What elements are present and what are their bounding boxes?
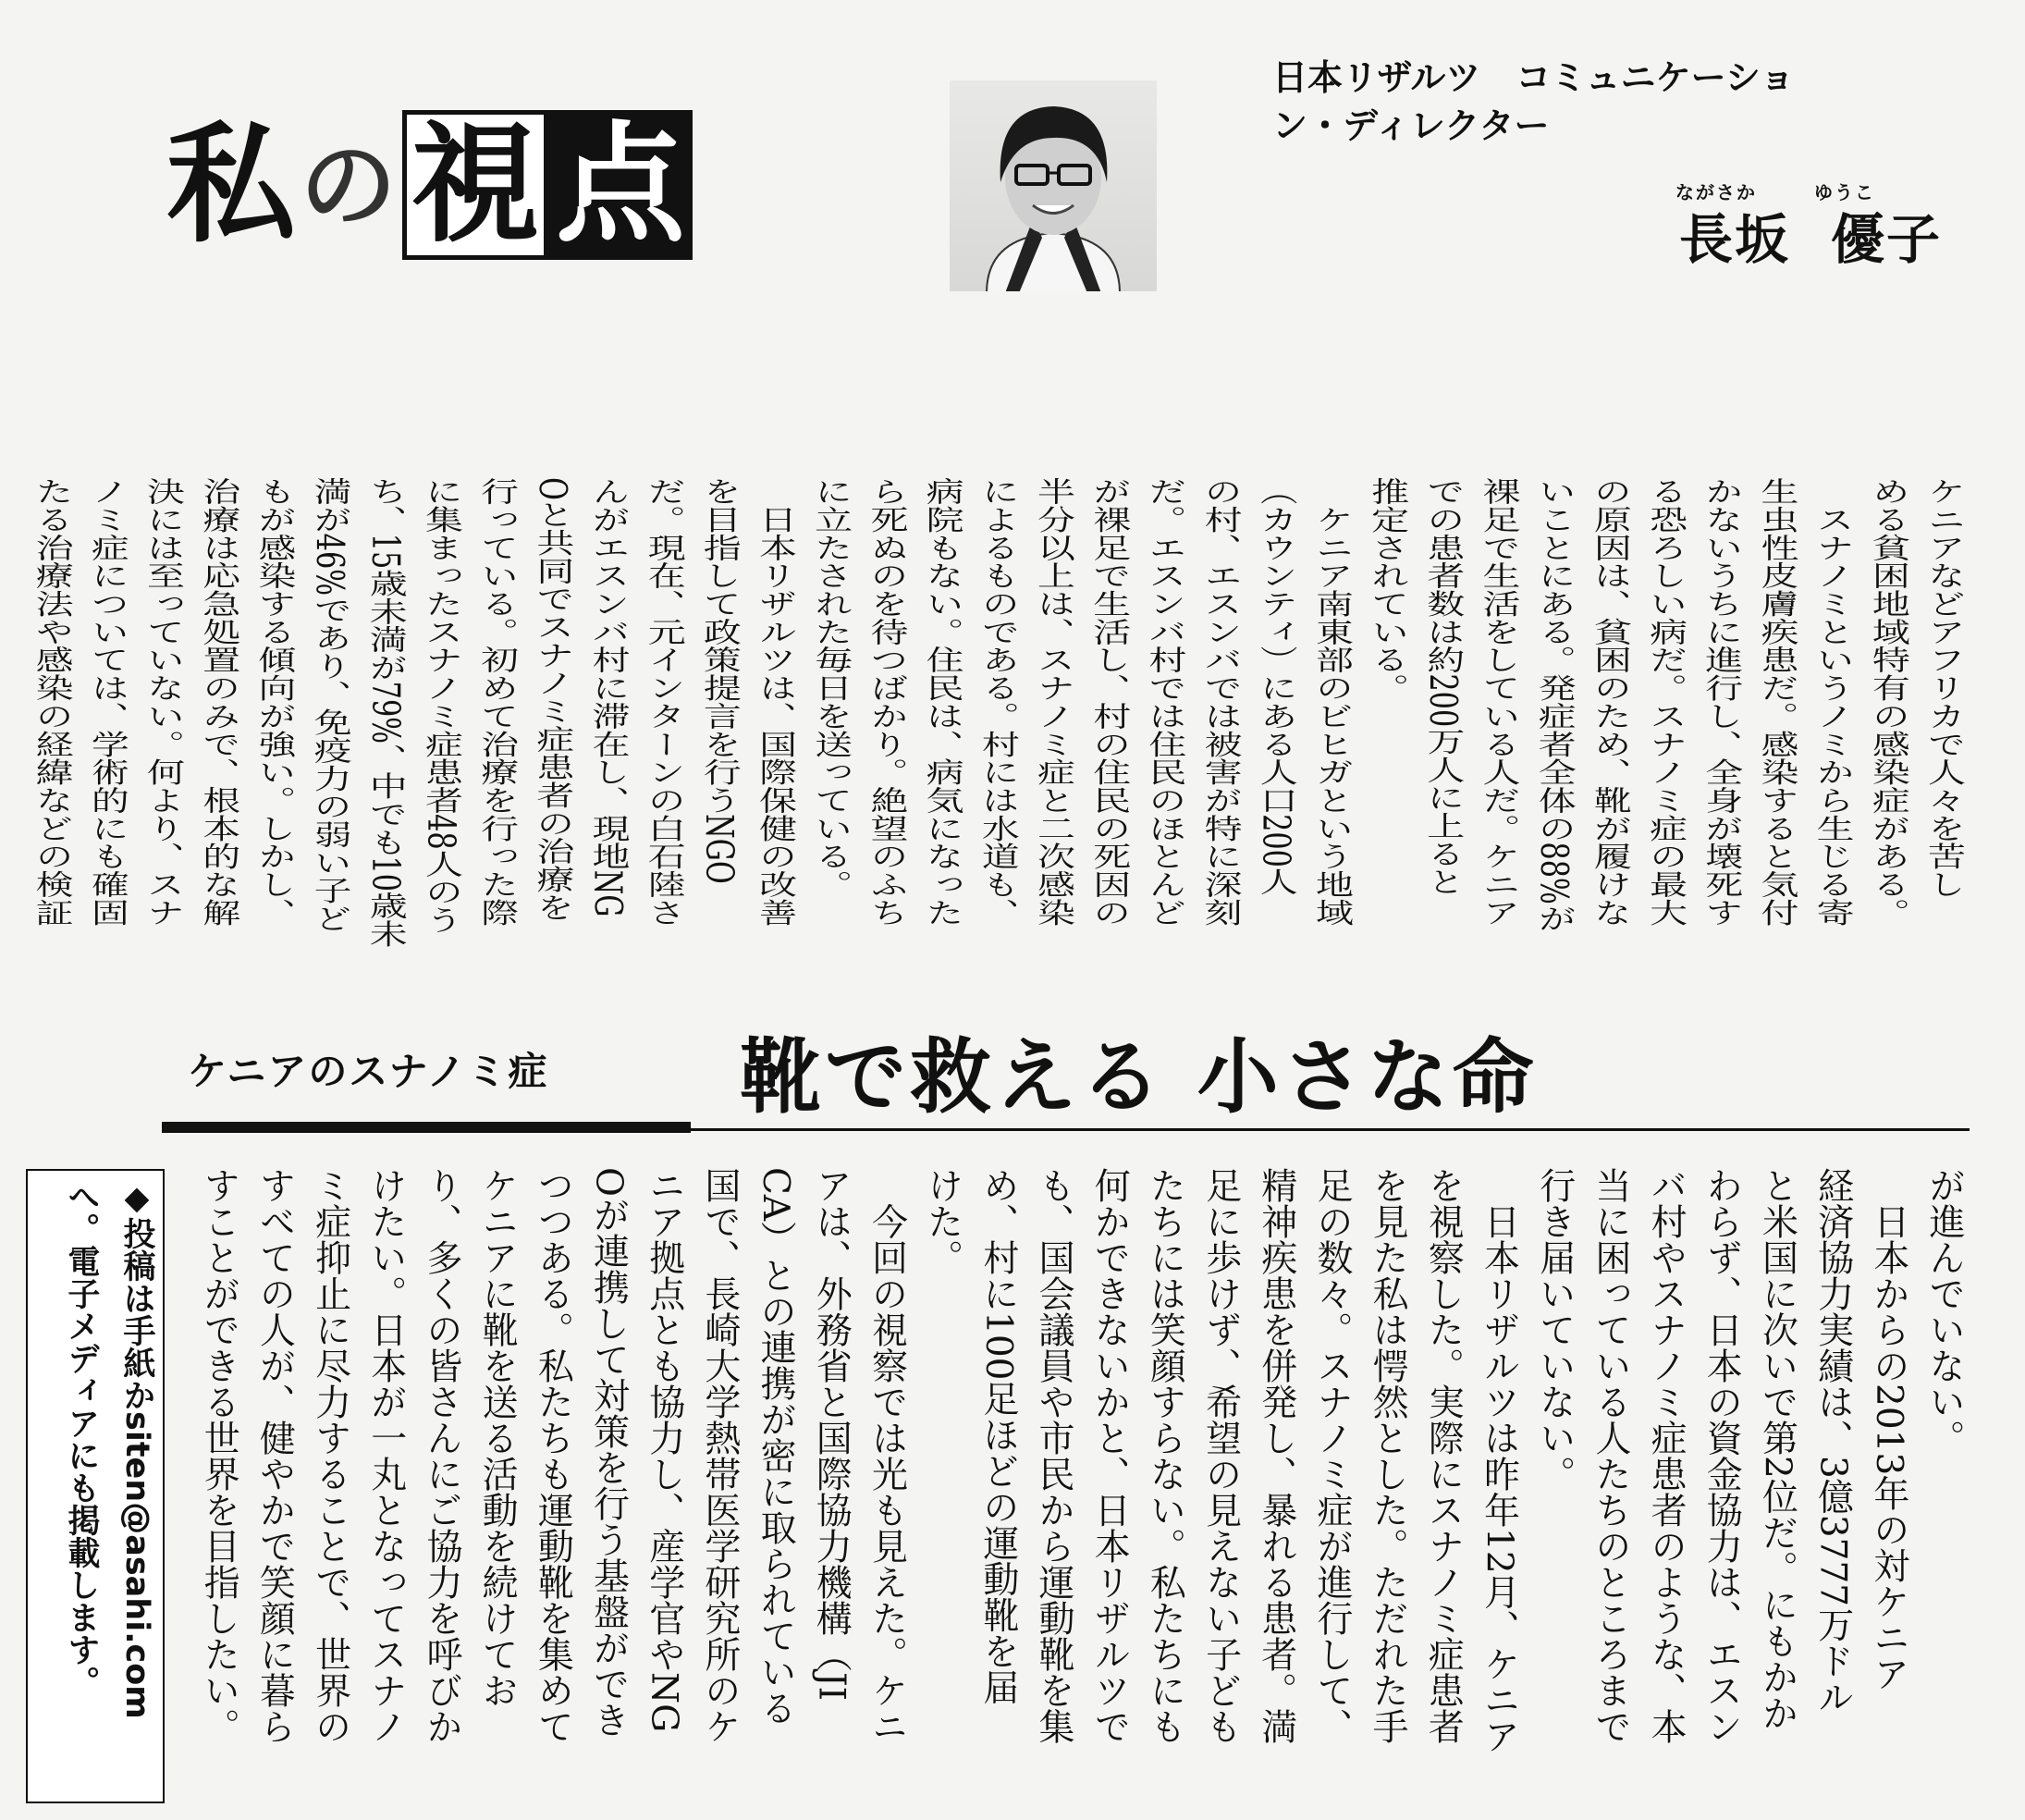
article-subtitle: ケニアのスナノミ症 xyxy=(188,1049,549,1094)
author-name xyxy=(1679,196,1942,274)
text-column: 日本リザルツは、国際保健の改善 xyxy=(753,477,798,927)
text-column: 行っている。初めて治療を行った際 xyxy=(474,477,520,927)
logo-char: 視 xyxy=(402,110,548,260)
text-column: すことができる世界を目指したい。 xyxy=(198,1167,240,1744)
text-column: と米国に次いで第2位だ。にもかか xyxy=(1756,1167,1798,1731)
text-column: 経済協力実績は、3億3777万ドル xyxy=(1811,1167,1854,1715)
affiliation-line: ン・ディレクター xyxy=(1272,105,1550,146)
ruby-family: ながさか xyxy=(1675,181,1757,203)
text-column: 裸足で生活をしている人だ。ケニア xyxy=(1476,477,1521,927)
text-column: 国で、長崎大学熱帯医学研究所のケ xyxy=(698,1167,741,1744)
text-column: ケニアに靴を送る活動を続けてお xyxy=(476,1167,519,1708)
text-column: 決には至っていない。何より、スナ xyxy=(141,477,185,927)
article-body-bottom xyxy=(190,1167,1971,1805)
text-column: 足に歩けず、希望の見えない子ども xyxy=(1199,1167,1242,1744)
text-column: かないうちに進行し、全身が壊死す xyxy=(1699,477,1744,927)
text-column: （カウンティ）にある人口200人 xyxy=(1253,477,1298,896)
author-affiliation xyxy=(1272,54,1864,150)
text-column: め、村に100足ほどの運動靴を届 xyxy=(976,1167,1019,1705)
text-column: ミ症抑止に尽力することで、世界の xyxy=(309,1167,351,1744)
text-column: を目指して政策提言を行うNGO xyxy=(696,477,742,884)
logo-char: 私 xyxy=(166,109,297,261)
text-column: 何かできないかと、日本リザルツで xyxy=(1088,1167,1131,1744)
text-column: る恐ろしい病だ。スナノミ症の最大 xyxy=(1643,477,1688,927)
text-column: だ。現在、元インターンの白石陸さ xyxy=(641,477,686,927)
text-column: を視察した。実際にスナノミ症患者 xyxy=(1422,1167,1465,1744)
text-column: 病院もない。住民は、病気になった xyxy=(919,477,964,927)
text-column: が裸足で生活し、村の住民の死因の xyxy=(1086,477,1132,927)
ruby-given: ゆうこ xyxy=(1814,181,1875,203)
text-column: り、多くの皆さんにご協力を呼びか xyxy=(420,1167,462,1744)
author-family-name: 長坂 xyxy=(1679,208,1791,271)
text-column: 足の数々。スナノミ症が進行して、 xyxy=(1310,1167,1353,1744)
text-column: すべての人が、健やかで笑顔に暮ら xyxy=(253,1167,296,1744)
text-column: けたい。日本が一丸となってスナノ xyxy=(364,1167,407,1744)
author-photo xyxy=(950,80,1157,291)
text-column: んがエスンバ村に滞在し、現地NG xyxy=(585,477,631,917)
text-column: Oと共同でスナノミ症患者の治療を xyxy=(530,477,575,921)
text-column: 生虫性皮膚疾患だ。感染すると気付 xyxy=(1754,477,1799,927)
text-column: に集まったスナノミ症患者48人のう xyxy=(418,477,463,934)
text-column: アは、外務省と国際協力機構（JI xyxy=(810,1167,853,1702)
text-column: ら死ぬのを待つばかり。絶望のふち xyxy=(864,477,909,927)
text-column: たちには笑顔すらない。私たちにも xyxy=(1144,1167,1186,1744)
text-column: つつある。私たちも運動靴を集めて xyxy=(532,1167,574,1744)
series-logo xyxy=(166,102,693,268)
text-column: める貧困地域特有の感染症がある。 xyxy=(1865,477,1910,927)
text-column: スナノミというノミから生じる寄 xyxy=(1810,477,1855,927)
text-column: 今回の視察では光も見えた。ケニ xyxy=(865,1167,908,1744)
text-column: を見た私は愕然とした。ただれた手 xyxy=(1367,1167,1409,1744)
text-column: だ。エスンバ村では住民のほとんど xyxy=(1142,477,1187,927)
text-column: 満が46%であり、免疫力の弱い子ど xyxy=(307,477,352,933)
text-column: ノミ症については、学術的にも確固 xyxy=(84,477,129,927)
text-column: の村、エスンバでは被害が特に深刻 xyxy=(1197,477,1243,927)
text-column: ケニアなどアフリカで人々を苦し xyxy=(1921,477,1966,899)
text-column: たる治療法や感染の経緯などの検証 xyxy=(29,477,74,927)
logo-char: 点 xyxy=(548,110,693,260)
article-headline: 靴で救える 小さな命 xyxy=(740,1028,1538,1125)
affiliation-line: 日本リザルツ コミュニケーショ xyxy=(1272,57,1796,98)
text-column: での患者数は約200万人に上ると xyxy=(1420,477,1466,896)
text-column: の原因は、貧困のため、靴が履けな xyxy=(1587,477,1632,927)
rule-thin xyxy=(691,1128,1970,1131)
text-column: 推定されている。 xyxy=(1365,477,1410,702)
text-column: 治療は応急処置のみで、根本的な解 xyxy=(196,477,241,927)
submission-notice xyxy=(26,1169,165,1803)
text-column: いことにある。発症者全体の88%が xyxy=(1531,477,1577,933)
text-column: 精神疾患を併発し、暴れる患者。満 xyxy=(1255,1167,1297,1744)
text-column: 当に困っている人たちのところまで xyxy=(1589,1167,1631,1744)
text-column: Oが連携して対策を行う基盤ができ xyxy=(587,1167,630,1738)
text-column: が進んでいない。 xyxy=(1923,1167,1965,1456)
notice-line: へ。電子メディアにも掲載します。 xyxy=(62,1180,100,1698)
text-column: ケニア南東部のビヒガという地域 xyxy=(1308,477,1354,927)
text-column: もが感染する傾向が強い。しかし、 xyxy=(252,477,297,927)
text-column: バ村やスナノミ症患者のような、本 xyxy=(1645,1167,1688,1744)
author-given-name: 優子 xyxy=(1831,208,1943,271)
text-column: ち、15歳未満が79%、中でも10歳未 xyxy=(362,477,408,948)
text-column: CA）との連携が密に取られている xyxy=(755,1167,797,1727)
text-column: も、国会議員や市民から運動靴を集 xyxy=(1033,1167,1074,1744)
text-column: けた。 xyxy=(921,1167,963,1275)
text-column: ニア拠点とも協力し、産学官やNG xyxy=(643,1167,685,1733)
text-column: わらず、日本の資金協力は、エスン xyxy=(1700,1167,1743,1744)
text-column: 行き届いていない。 xyxy=(1533,1167,1576,1492)
rule-thick xyxy=(162,1122,691,1133)
text-column: 日本からの2013年の対ケニア xyxy=(1867,1167,1909,1692)
article-body-top xyxy=(23,477,1971,970)
text-column: によるものである。村には水道も、 xyxy=(975,477,1020,927)
text-column: 日本リザルツは昨年12月、ケニア xyxy=(1478,1167,1520,1754)
logo-char: の xyxy=(300,127,398,242)
notice-line: ◆投稿は手紙かsiten@asahi.com xyxy=(118,1180,155,1719)
text-column: 半分以上は、スナノミ症と二次感染 xyxy=(1031,477,1075,927)
text-column: に立たされた毎日を送っている。 xyxy=(808,477,853,899)
